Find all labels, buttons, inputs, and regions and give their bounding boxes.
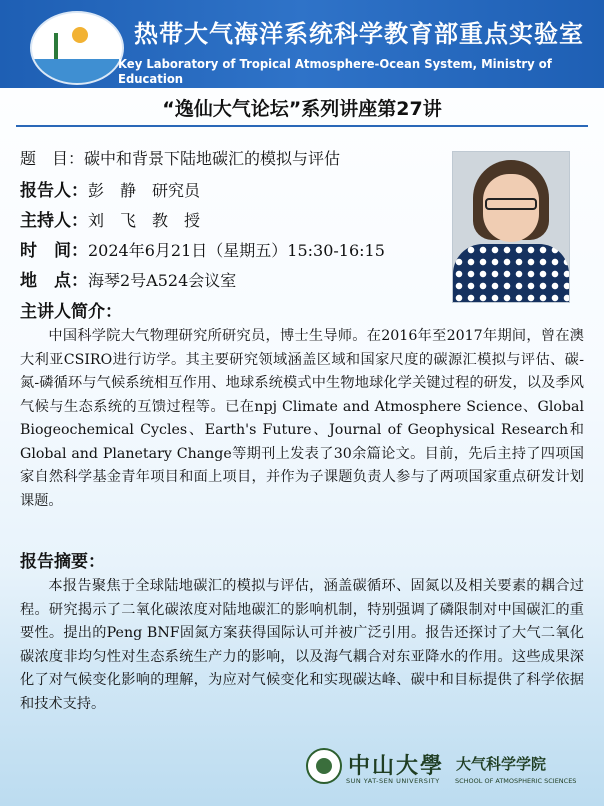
topic-row xyxy=(20,146,340,169)
abstract-heading: 报告摘要： xyxy=(20,552,105,572)
lab-title-cn: 热带大气海洋系统科学教育部重点实验室 xyxy=(134,20,584,48)
bio-heading: 主讲人简介： xyxy=(20,302,122,322)
speaker-photo xyxy=(452,151,570,303)
place-row xyxy=(20,266,236,291)
university-emblem-icon xyxy=(306,748,342,784)
time-row xyxy=(20,236,385,261)
lab-logo-icon xyxy=(30,11,124,85)
speaker-value: 彭 静 研究员 xyxy=(88,181,201,200)
school-name-en: SCHOOL OF ATMOSPHERIC SCIENCES xyxy=(455,777,577,785)
university-name-cn: 中山大學 xyxy=(348,753,445,779)
topic-label: 题 目： xyxy=(20,149,85,168)
host-row xyxy=(20,206,200,231)
series-title: “逸仙大气论坛”系列讲座第27讲 xyxy=(162,98,442,120)
lab-title-en: Key Laboratory of Tropical Atmosphere-Ocean System, Ministry of Education xyxy=(118,56,552,86)
host-label: 主持人： xyxy=(20,211,88,231)
school-name-cn: 大气科学学院 xyxy=(456,755,547,773)
speaker-row xyxy=(20,176,200,201)
host-value: 刘 飞 教 授 xyxy=(88,211,201,230)
time-label: 时 间： xyxy=(20,241,88,261)
place-label: 地 点： xyxy=(20,271,88,291)
header-banner xyxy=(0,0,604,88)
bio-text: 中国科学院大气物理研究所研究员，博士生导师。在2016年至2017年期间，曾在澳大利亚CSIRO进行访学。其主要研究领域涵盖区域和国家尺度的碳源汇模拟与评估、碳-氮-磷循环与气候系统相互作用、地球系统模式中生物地球化学关键过程的研发，以及季风气候与生态系统的互馈过程等。已在npj Climate and Atmosphere Science、Global Biogeochemical Cycles、Earth's Future、Journal of Geophysical Research和Global and Planetary Change等期刊上发表了30余篇论文。目前，先后主持了四项国家自然科学基金青年项目和面上项目，并作为子课题负责人参与了两项国家重点研发计划课题。 xyxy=(20,328,584,509)
place-value: 海琴2号A524会议室 xyxy=(88,271,237,290)
university-name-en: SUN YAT-SEN UNIVERSITY xyxy=(346,777,440,785)
abstract-text: 本报告聚焦于全球陆地碳汇的模拟与评估，涵盖碳循环、固氮以及相关要素的耦合过程。研究揭示了二氧化碳浓度对陆地碳汇的影响机制，特别强调了磷限制对中国碳汇的重要性。提出的Peng BNF固氮方案获得国际认可并被广泛引用。报告还探讨了大气二氧化碳浓度非均匀性对生态系统生产力的影响，以及海气耦合对东亚降水的作用。这些成果深化了对气候变化影响的理解，为应对气候变化和实现碳达峰、碳中和目标提供了科学依据和技术支持。 xyxy=(20,578,584,712)
speaker-label: 报告人： xyxy=(20,181,88,201)
topic-value: 碳中和背景下陆地碳汇的模拟与评估 xyxy=(84,149,341,168)
title-divider xyxy=(16,125,588,127)
time-value: 2024年6月21日（星期五）15:30-16:15 xyxy=(88,241,385,260)
